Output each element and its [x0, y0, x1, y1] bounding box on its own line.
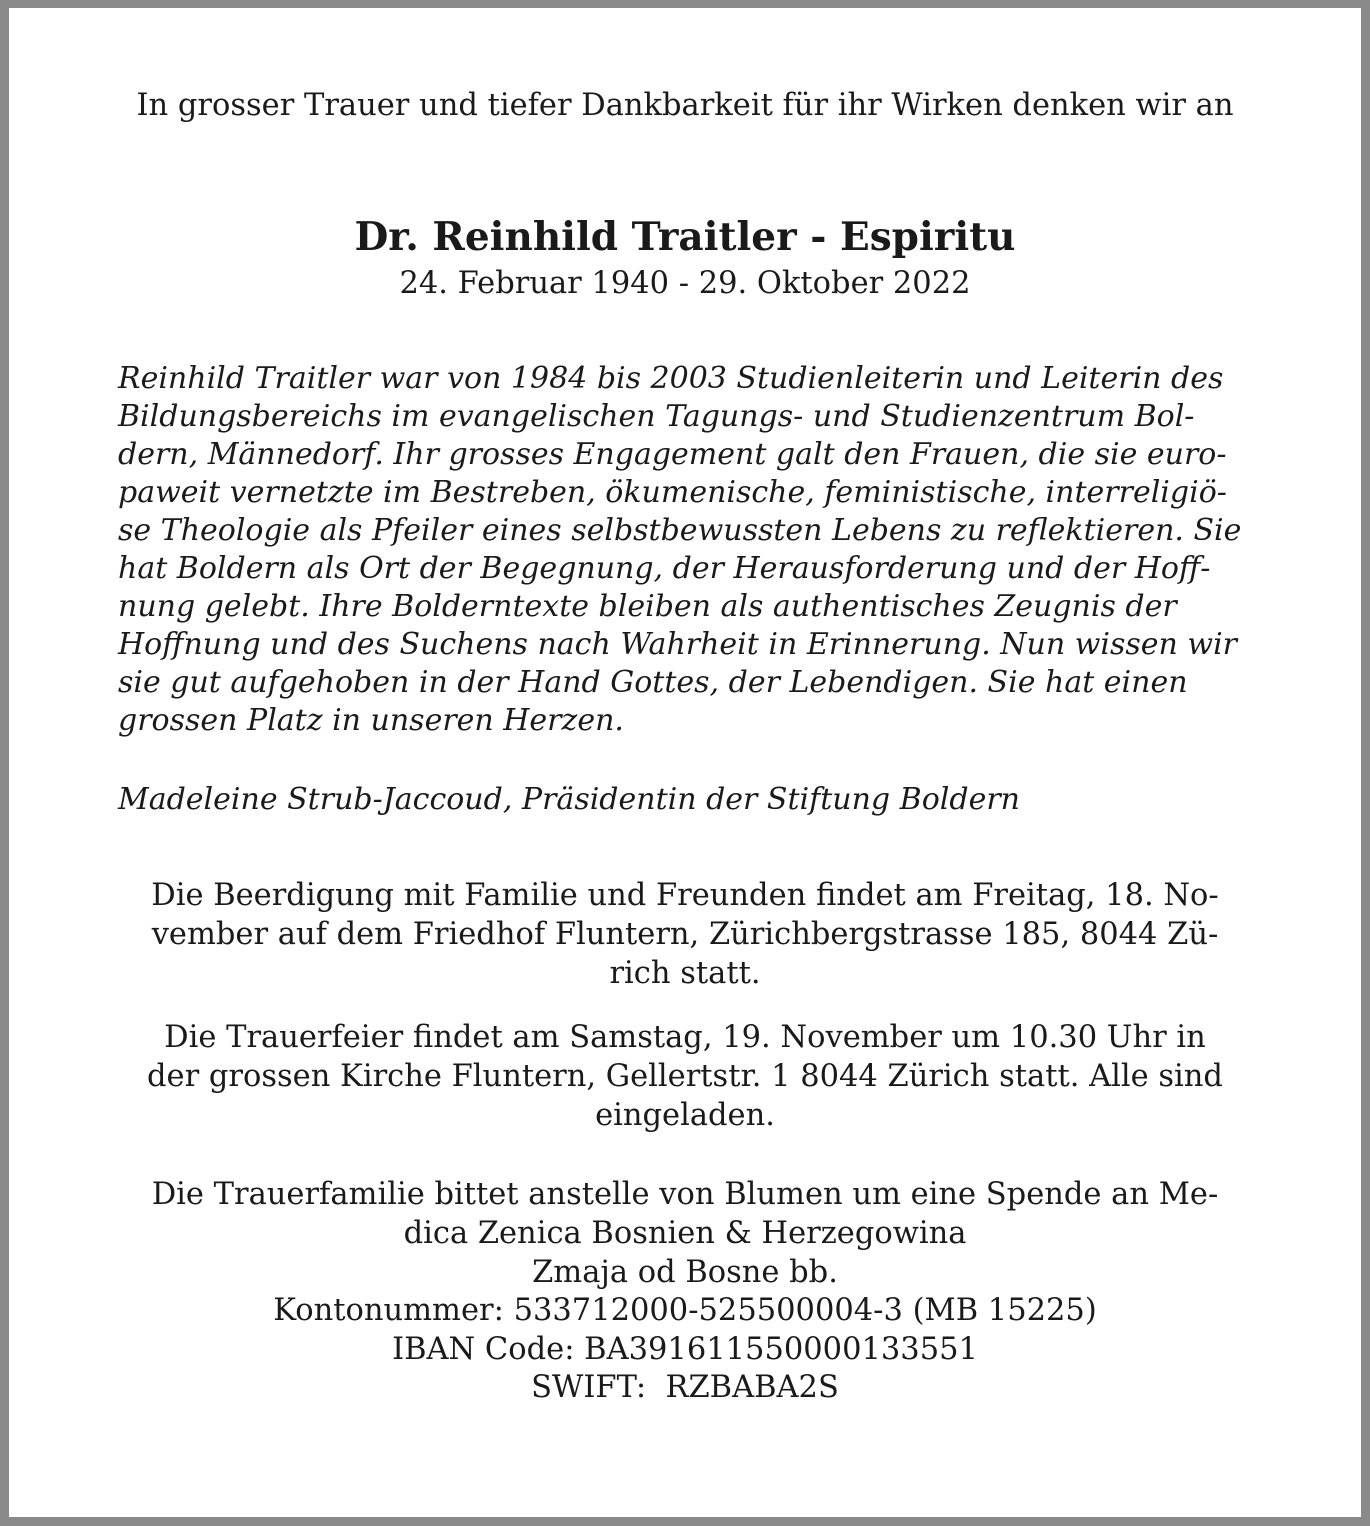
burial-line: vember auf dem Friedhof Fluntern, Zürichbergstrasse 185, 8044 Zü- [151, 917, 1219, 952]
burial-line: rich statt. [609, 956, 761, 991]
account-number: Kontonummer: 533712000-525500004-3 (MB 15225) [273, 1293, 1097, 1328]
donation-line: Die Trauerfamilie bittet anstelle von Blumen um eine Spende an Me- [151, 1177, 1219, 1212]
signature: Madeleine Strub-Jaccoud, Präsidentin der Stiftung Boldern [118, 782, 1020, 817]
tribute-line: hat Boldern als Ort der Begegnung, der Herausforderung und der Hoff- [118, 551, 1211, 586]
service-line: eingeladen. [595, 1098, 775, 1133]
service-line: der grossen Kirche Fluntern, Gellertstr. 1 8044 Zürich statt. Alle sind [147, 1059, 1223, 1094]
swift-code: SWIFT: RZBABA2S [531, 1370, 839, 1405]
life-dates: 24. Februar 1940 - 29. Oktober 2022 [399, 266, 971, 301]
intro-text: In grosser Trauer und tiefer Dankbarkeit für ihr Wirken denken wir an [136, 88, 1234, 123]
tribute-line: Bildungsbereichs im evangelischen Tagungs- und Studienzentrum Bol- [118, 399, 1195, 434]
tribute-line: Reinhild Traitler war von 1984 bis 2003 Studienleiterin und Leiterin des [118, 361, 1224, 396]
tribute-line: dern, Männedorf. Ihr grosses Engagement galt den Frauen, die sie euro- [118, 437, 1227, 472]
burial-line: Die Beerdigung mit Familie und Freunden findet am Freitag, 18. No- [151, 878, 1219, 913]
donation-line: Zmaja od Bosne bb. [532, 1255, 838, 1290]
tribute-line: nung gelebt. Ihre Bolderntexte bleiben als authentisches Zeugnis der [118, 589, 1177, 624]
donation-line: dica Zenica Bosnien & Herzegowina [403, 1216, 967, 1251]
tribute-line: Hoffnung und des Suchens nach Wahrheit in Erinnerung. Nun wissen wir [118, 627, 1238, 662]
deceased-name: Dr. Reinhild Traitler - Espiritu [354, 214, 1016, 260]
iban-code: IBAN Code: BA391611550000133551 [392, 1332, 978, 1367]
tribute-line: se Theologie als Pfeiler eines selbstbewussten Lebens zu reflektieren. Sie [118, 513, 1242, 548]
tribute-line: sie gut aufgehoben in der Hand Gottes, der Lebendigen. Sie hat einen [118, 665, 1188, 700]
tribute-line: paweit vernetzte im Bestreben, ökumenische, feministische, interreligiö- [118, 475, 1227, 510]
tribute-line: grossen Platz in unseren Herzen. [118, 703, 624, 738]
service-line: Die Trauerfeier findet am Samstag, 19. November um 10.30 Uhr in [164, 1020, 1206, 1055]
